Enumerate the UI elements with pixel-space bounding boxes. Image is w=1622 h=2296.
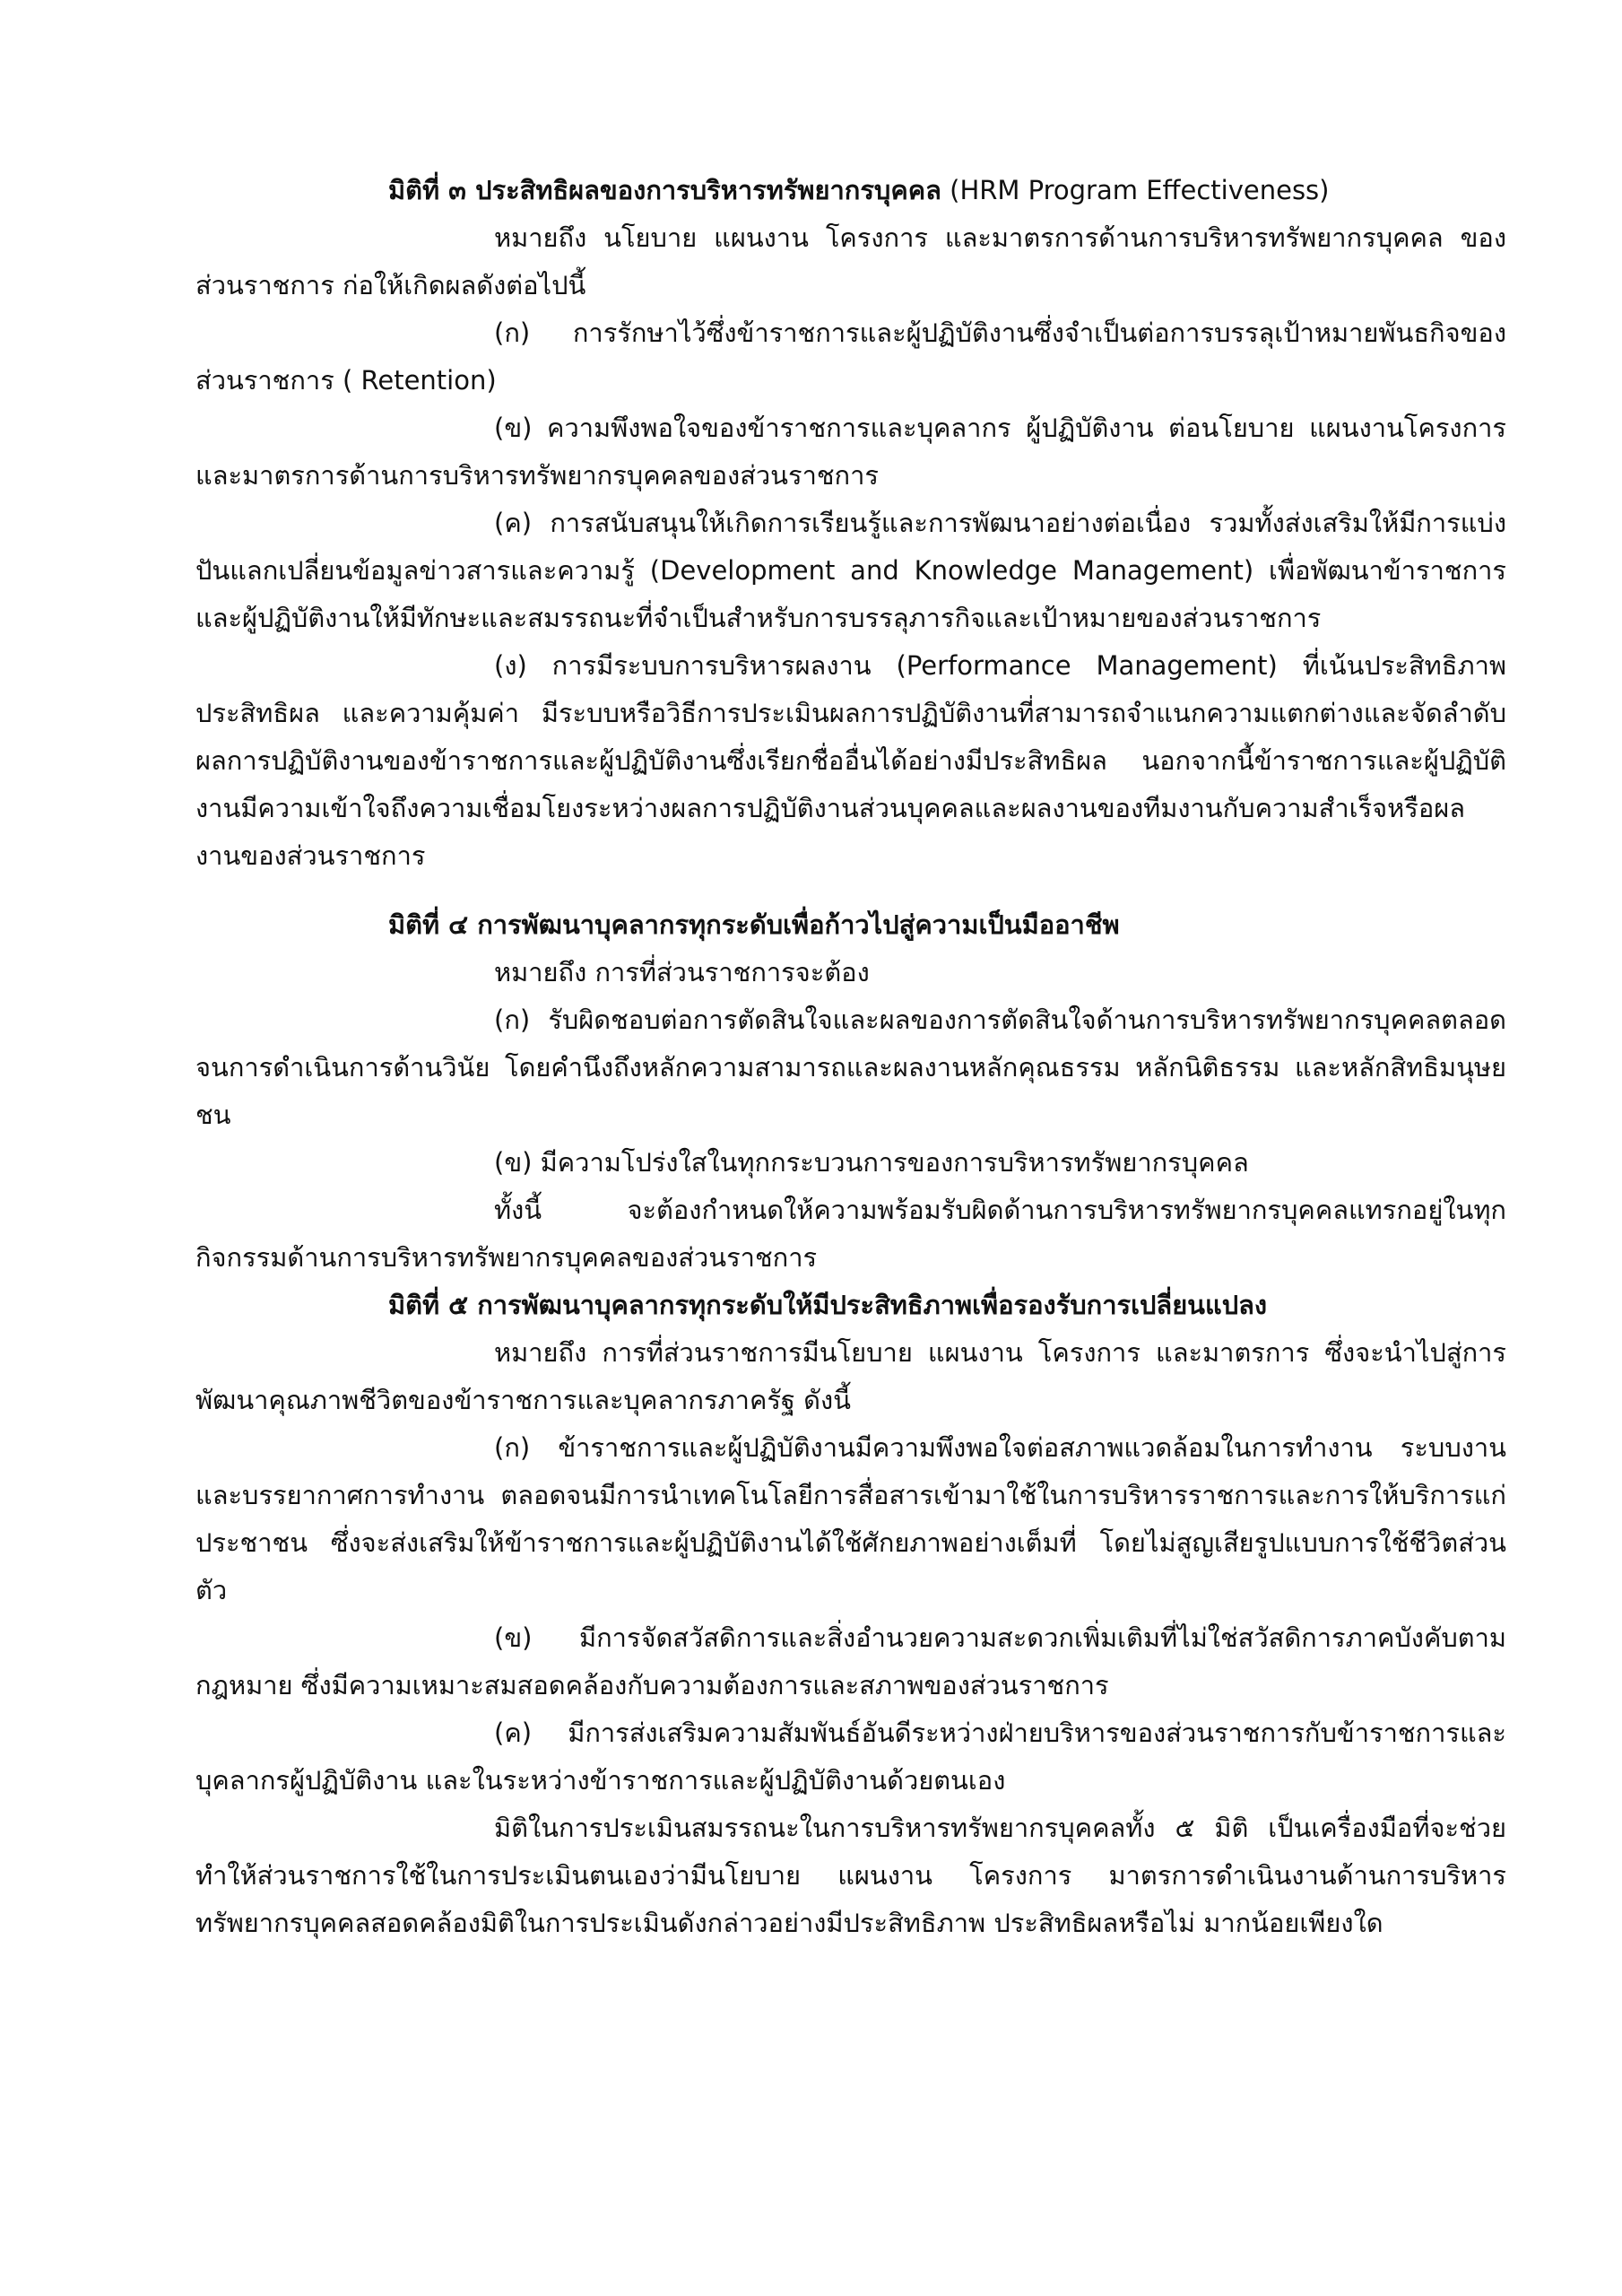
dimension-5-item-a: (ก) ข้าราชการและผู้ปฏิบัติงานมีความพึงพอใจต่อสภาพแวดล้อมในการทำงาน ระบบงานและบรรยากาศการทำงาน ตลอดจนมีการนำเทคโนโลยีการสื่อสารเข้ามาใช้ในการบริหารราชการและการให้บริการแก่ประชาชน ซึ่งจะส่งเสริมให้ข้าราชการและผู้ปฏิบัติงานได้ใช้ศักยภาพอย่างเต็มที่ โดยไม่สูญเสียรูปแบบการใช้ชีวิตส่วนตัว — [195, 1432, 1506, 1605]
dimension-4-closing: ทั้งนี้ จะต้องกำหนดให้ความพร้อมรับผิดด้านการบริหารทรัพยากรบุคคลแทรกอยู่ในทุกกิจกรรมด้านการบริหารทรัพยากรบุคคลของส่วนราชการ — [195, 1195, 1506, 1273]
dimension-5-item-b: (ข) มีการจัดสวัสดิการและสิ่งอำนวยความสะดวกเพิ่มเติมที่ไม่ใช่สวัสดิการภาคบังคับตามกฎหมาย ซึ่งมีความเหมาะสมสอดคล้องกับความต้องการและสภาพของส่วนราชการ — [195, 1622, 1506, 1700]
dimension-4-intro: หมายถึง การที่ส่วนราชการจะต้อง — [494, 957, 870, 987]
dimension-5-intro: หมายถึง การที่ส่วนราชการมีนโยบาย แผนงาน โครงการ และมาตรการ ซึ่งจะนำไปสู่การพัฒนาคุณภาพชีวิตของข้าราชการและบุคลากรภาครัฐ ดังนี้ — [195, 1337, 1506, 1415]
dimension-3-heading-english: (HRM Program Effectiveness) — [941, 175, 1330, 205]
dimension-5-heading: มิติที่ ๕ การพัฒนาบุคลากรทุกระดับให้มีประสิทธิภาพเพื่อรองรับการเปลี่ยนแปลง — [388, 1290, 1268, 1320]
dimension-3-item-c: (ค) การสนับสนุนให้เกิดการเรียนรู้และการพัฒนาอย่างต่อเนื่อง รวมทั้งส่งเสริมให้มีการแบ่งปันแลกเปลี่ยนข้อมูลข่าวสารและความรู้ (Development and Knowledge Management) เพื่อพัฒนาข้าราชการและผู้ปฏิบัติงานให้มีทักษะและสมรรถนะที่จำเป็นสำหรับการบรรลุภารกิจและเป้าหมายของส่วนราชการ — [195, 508, 1506, 633]
dimension-3-heading — [195, 167, 1506, 214]
dimension-4-heading: มิติที่ ๔ การพัฒนาบุคลากรทุกระดับเพื่อก้าวไปสู่ความเป็นมืออาชีพ — [388, 909, 1120, 940]
dimension-3-item-b: (ข) ความพึงพอใจของข้าราชการและบุคลากร ผู้ปฏิบัติงาน ต่อนโยบาย แผนงานโครงการและมาตรการด้านการบริหารทรัพยากรบุคคลของส่วนราชการ — [195, 413, 1506, 491]
dimension-5-closing: มิติในการประเมินสมรรถนะในการบริหารทรัพยากรบุคคลทั้ง ๕ มิติ เป็นเครื่องมือที่จะช่วยทำให้ส่วนราชการใช้ในการประเมินตนเองว่ามีนโยบาย แผนงาน โครงการ มาตรการดำเนินงานด้านการบริหารทรัพยากรบุคคลสอดคล้องมิติในการประเมินดังกล่าวอย่างมีประสิทธิภาพ ประสิทธิผลหรือไม่ มากน้อยเพียงใด — [195, 1813, 1506, 1938]
dimension-3-intro: หมายถึง นโยบาย แผนงาน โครงการ และมาตรการด้านการบริหารทรัพยากรบุคคล ของส่วนราชการ ก่อให้เกิดผลดังต่อไปนี้ — [195, 222, 1506, 300]
document-body — [195, 167, 1506, 1947]
dimension-4-item-a: (ก) รับผิดชอบต่อการตัดสินใจและผลของการตัดสินใจด้านการบริหารทรัพยากรบุคคลตลอดจนการดำเนินการด้านวินัย โดยคำนึงถึงหลักความสามารถและผลงานหลักคุณธรรม หลักนิติธรรม และหลักสิทธิมนุษยชน — [195, 1004, 1506, 1130]
dimension-5-item-c: (ค) มีการส่งเสริมความสัมพันธ์อันดีระหว่างฝ่ายบริหารของส่วนราชการกับข้าราชการและบุคลากรผู้ปฏิบัติงาน และในระหว่างข้าราชการและผู้ปฏิบัติงานด้วยตนเอง — [195, 1718, 1506, 1796]
dimension-3-item-a: (ก) การรักษาไว้ซึ่งข้าราชการและผู้ปฏิบัติงานซึ่งจำเป็นต่อการบรรลุเป้าหมายพันธกิจของส่วนราชการ ( Retention) — [195, 317, 1506, 396]
dimension-3-heading-thai: มิติที่ ๓ ประสิทธิผลของการบริหารทรัพยากรบุคคล — [388, 175, 941, 205]
dimension-3-item-d: (ง) การมีระบบการบริหารผลงาน (Performance Management) ที่เน้นประสิทธิภาพ ประสิทธิผล และความคุ้มค่า มีระบบหรือวิธีการประเมินผลการปฏิบัติงานที่สามารถจำแนกความแตกต่างและจัดลำดับผลการปฏิบัติงานของข้าราชการและผู้ปฏิบัติงานซึ่งเรียกชื่ออื่นได้อย่างมีประสิทธิผล นอกจากนี้ข้าราชการและผู้ปฏิบัติงานมีความเข้าใจถึงความเชื่อมโยงระหว่างผลการปฏิบัติงานส่วนบุคคลและผลงานของทีมงานกับความสำเร็จหรือผลงานของส่วนราชการ — [195, 650, 1506, 871]
dimension-4-item-b: (ข) มีความโปร่งใสในทุกกระบวนการของการบริหารทรัพยากรบุคคล — [494, 1147, 1249, 1178]
